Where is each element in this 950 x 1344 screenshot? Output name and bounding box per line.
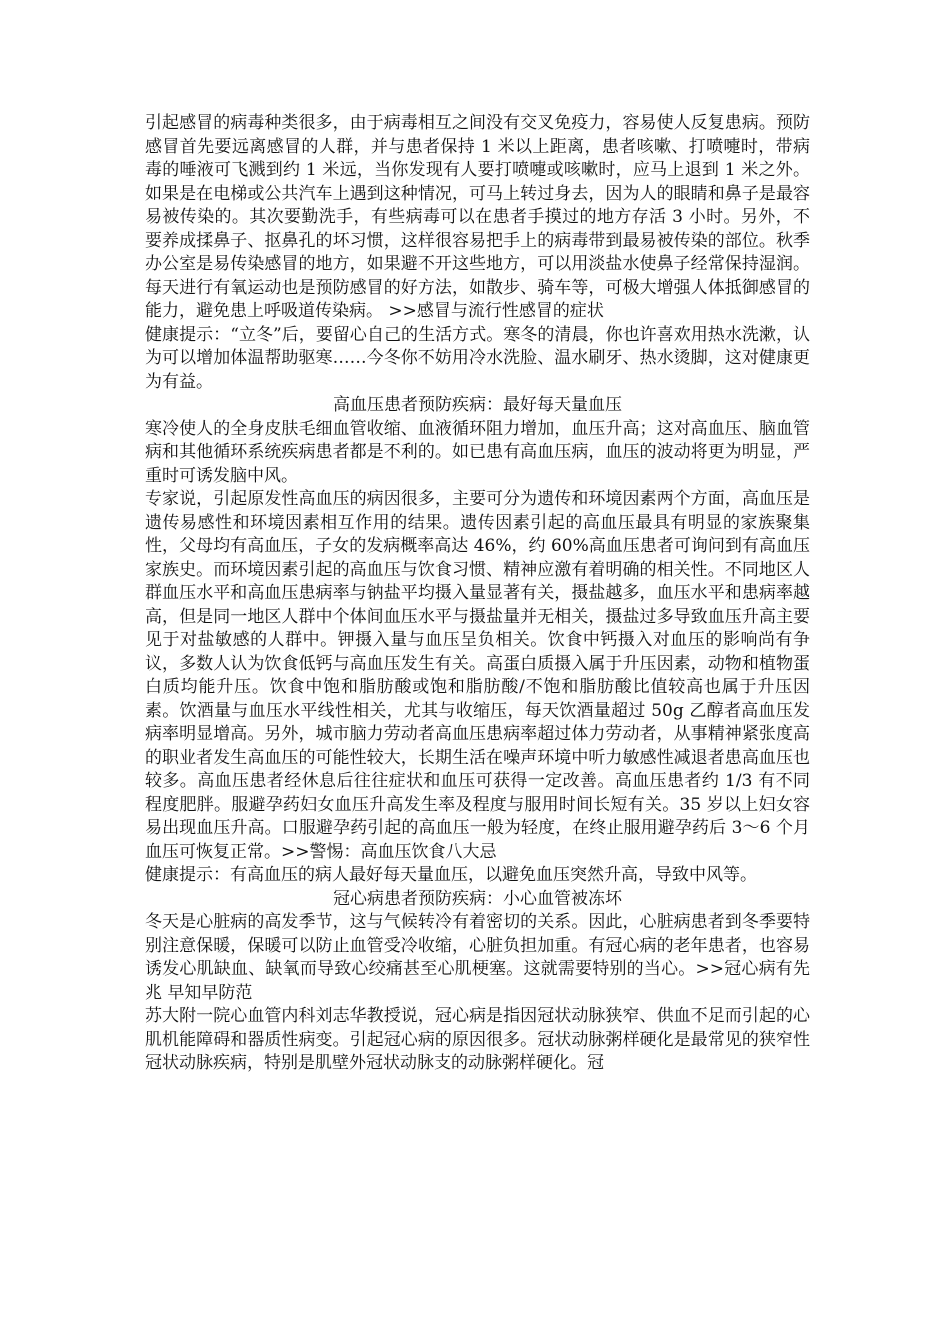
heading-coronary: 冠心病患者预防疾病：小心血管被冻坏 [333, 888, 622, 909]
paragraph-coronary-definition: 苏大附一院心血管内科刘志华教授说，冠心病是指因冠状动脉狭窄、供血不足而引起的心肌机能障碍和器质性病变。引起冠心病的原因很多。冠状动脉粥样硬化是最常见的狭窄性冠状动脉疾病，特别是肌壁外冠状动脉支的动脉粥样硬化。冠 [145, 1006, 810, 1073]
paragraph-cold-blood-pressure: 寒冷使人的全身皮肤毛细血管收缩、血液循环阻力增加，血压升高；这对高血压、脑血管病和其他循环系统疾病患者都是不利的。如已患有高血压病，血压的波动将更为明显，严重时可诱发脑中风。 [145, 418, 810, 486]
paragraph-heart-winter: 冬天是心脏病的高发季节，这与气候转冷有着密切的关系。因此，心脏病患者到冬季要特别注意保暖，保暖可以防止血管受冷收缩，心脏负担加重。有冠心病的老年患者，也容易诱发心肌缺血、缺氧而导致心绞痛甚至心肌梗塞。这就需要特别的当心。>>冠心病有先兆 早知早防范 [145, 912, 810, 1003]
document-page [145, 112, 810, 1076]
heading-hypertension: 高血压患者预防疾病：最好每天量血压 [333, 395, 622, 415]
paragraph-health-tip-hypertension: 健康提示：有高血压的病人最好每天量血压，以避免血压突然升高，导致中风等。 [145, 865, 757, 885]
paragraph-health-tip-winter: 健康提示：“立冬”后，要留心自己的生活方式。寒冬的清晨，你也许喜欢用热水洗漱，认为可以增加体温帮助驱寒……今冬你不妨用冷水洗脸、温水刷牙、热水烫脚，这对健康更为有益。 [145, 324, 810, 392]
paragraph-cold-prevention: 引起感冒的病毒种类很多，由于病毒相互之间没有交叉免疫力，容易使人反复患病。预防感冒首先要远离感冒的人群，并与患者保持 1 米以上距离，患者咳嗽、打喷嚏时，带病毒的唾液可飞溅到约 1 米远，当你发现有人要打喷嚏或咳嗽时，应马上退到 1 米之外。如果是在电梯或公共汽车上遇到这种情况，可马上转过身去，因为人的眼睛和鼻子是最容易被传染的。其次要勤洗手，有些病毒可以在患者手摸过的地方存活 3 小时。另外，不要养成揉鼻子、抠鼻孔的坏习惯，这样很容易把手上的病毒带到最易被传染的部位。秋季办公室是易传染感冒的地方，如果避不开这些地方，可以用淡盐水使鼻子经常保持湿润。每天进行有氧运动也是预防感冒的好方法，如散步、骑车等，可极大增强人体抵御感冒的能力，避免患上呼吸道传染病。 >>感冒与流行性感冒的症状 [145, 113, 810, 321]
paragraph-hypertension-causes: 专家说，引起原发性高血压的病因很多，主要可分为遗传和环境因素两个方面，高血压是遗传易感性和环境因素相互作用的结果。遗传因素引起的高血压最具有明显的家族聚集性，父母均有高血压，子女的发病概率高达 46%，约 60%高血压患者可询问到有高血压家族史。而环境因素引起的高血压与饮食习惯、精神应激有着明确的相关性。不同地区人群血压水平和高血压患病率与钠盐平均摄入量显著有关，摄盐越多，血压水平和患病率越高，但是同一地区人群中个体间血压水平与摄盐量并无相关，摄盐过多导致血压升高主要见于对盐敏感的人群中。钾摄入量与血压呈负相关。饮食中钙摄入对血压的影响尚有争议，多数人认为饮食低钙与高血压发生有关。高蛋白质摄入属于升压因素，动物和植物蛋白质均能升压。饮食中饱和脂肪酸或饱和脂肪酸/不饱和脂肪酸比值较高也属于升压因素。饮酒量与血压水平线性相关，尤其与收缩压，每天饮酒量超过 50g 乙醇者高血压发病率明显增高。另外，城市脑力劳动者高血压患病率超过体力劳动者，从事精神紧张度高的职业者发生高血压的可能性较大，长期生活在噪声环境中听力敏感性减退者患高血压也较多。高血压患者经休息后往往症状和血压可获得一定改善。高血压患者约 1/3 有不同程度肥胖。服避孕药妇女血压升高发生率及程度与服用时间长短有关。35 岁以上妇女容易出现血压升高。口服避孕药引起的高血压一般为轻度，在终止服用避孕药后 3～6 个月血压可恢复正常。>>警惕：高血压饮食八大忌 [145, 489, 810, 862]
